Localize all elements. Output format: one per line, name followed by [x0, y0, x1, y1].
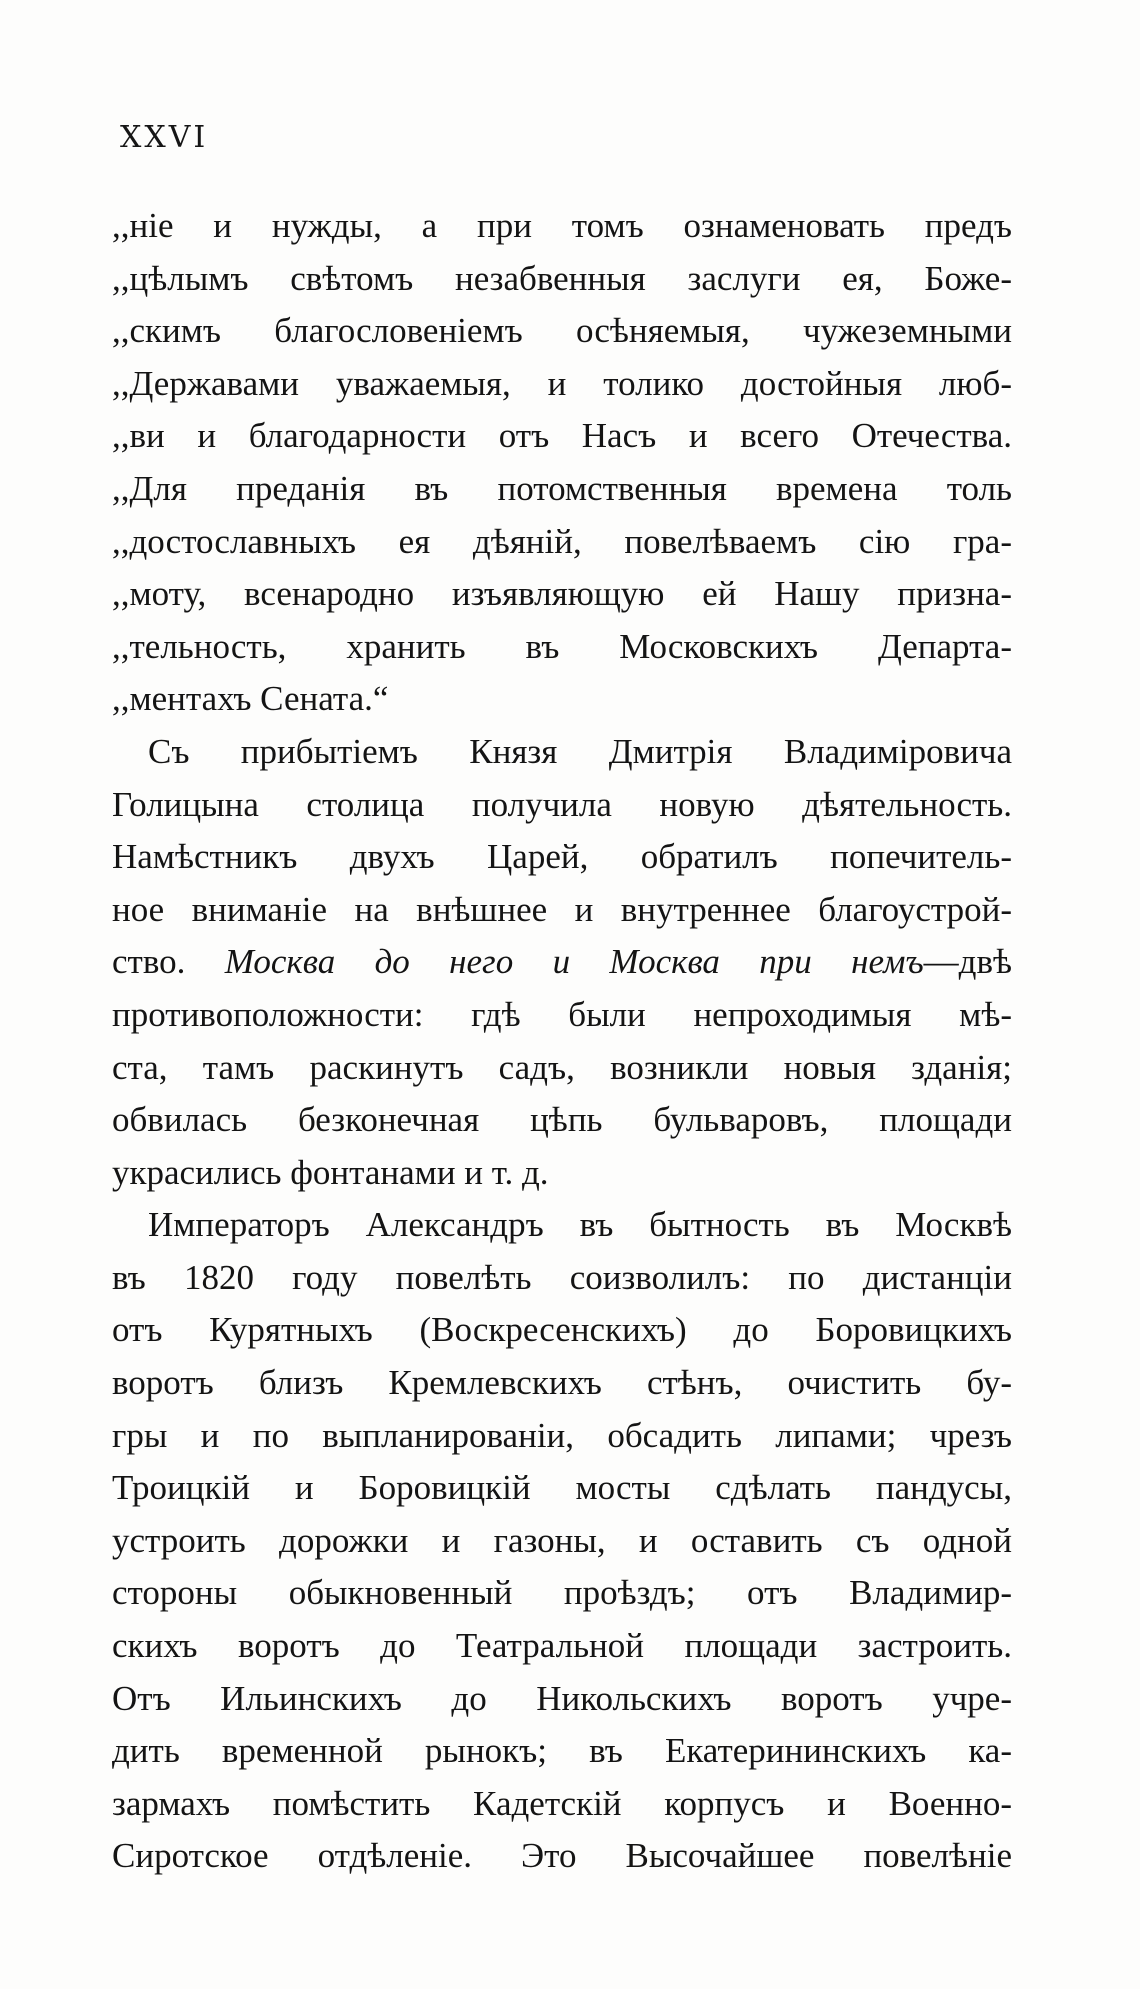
text-line: дить временной рынокъ; въ Екатерининскихъ ка- [112, 1731, 1012, 1771]
text-line: въ 1820 году повелѣть соизволилъ: по дистанціи [112, 1257, 1012, 1297]
text-line: Троицкій и Боровицкій мосты сдѣлать пандусы, [112, 1468, 1012, 1508]
text-line: Намѣстникъ двухъ Царей, обратилъ попечитель- [112, 837, 1012, 877]
page-number: XXVI [120, 120, 209, 155]
paragraph-quotation [112, 200, 1012, 726]
text-line: стороны обыкновенный проѣздъ; отъ Владимир- [112, 1573, 1012, 1613]
text-line: отъ Курятныхъ (Воскресенскихъ) до Боровицкихъ [112, 1310, 1012, 1350]
text-line: ,,моту, всенародно изъявляющую ей Нашу призна- [112, 574, 1012, 614]
text-line: ,,ніе и нужды, а при томъ ознаменовать предъ [112, 206, 1012, 245]
text-line: Голицына столица получила новую дѣятельность. [112, 784, 1012, 824]
text-line: ,,Державами уважаемыя, и толико достойныя люб- [112, 363, 1012, 403]
text-segment: —двѣ [923, 942, 1012, 982]
text-line: скихъ воротъ до Театральной площади застроить. [112, 1626, 1012, 1666]
text-line: Сиротское отдѣленіе. Это Высочайшее повелѣніе [112, 1836, 1012, 1876]
paragraph-emperor [112, 1199, 1012, 1883]
text-line: ,,достославныхъ ея дѣяній, повелѣваемъ сію гра- [112, 521, 1012, 561]
text-line: ста, тамъ раскинутъ садъ, возникли новыя зданія; [112, 1047, 1012, 1087]
text-line: Отъ Ильинскихъ до Никольскихъ воротъ учре- [112, 1678, 1012, 1718]
text-line: Императоръ Александръ въ бытность въ Москвѣ [148, 1205, 1012, 1245]
text-line: ,,ментахъ Сената.“ [112, 679, 389, 719]
text-line: ,,цѣлымъ свѣтомъ незабвенныя заслуги ея, Боже- [112, 258, 1012, 298]
text-line: ,,тельность, хранить въ Московскихъ Департа- [112, 626, 1012, 666]
italic-phrase: Москва до него и Москва при немъ [224, 942, 924, 982]
text-line: ное вниманіе на внѣшнее и внутреннее благоустрой- [112, 889, 1012, 929]
text-line: ,,Для преданія въ потомственныя времена толь [112, 468, 1012, 508]
text-line: ,,скимъ благословеніемъ осѣняемыя, чужеземными [112, 311, 1012, 351]
text-segment: ство. [112, 942, 186, 982]
text-line: ,,ви и благодарности отъ Насъ и всего Отечества. [112, 416, 1012, 456]
text-line: гры и по выпланированіи, обсадить липами; чрезъ [112, 1415, 1012, 1455]
text-line: противоположности: гдѣ были непроходимыя мѣ- [112, 994, 1012, 1034]
text-line-italic [112, 936, 1012, 989]
text-line: Съ прибытіемъ Князя Дмитрія Владиміровича [148, 731, 1012, 771]
text-line: украсились фонтанами и т. д. [112, 1152, 549, 1192]
text-line: обвилась безконечная цѣпь бульваровъ, площади [112, 1100, 1012, 1140]
text-line: зармахъ помѣстить Кадетскій корпусъ и Военно- [112, 1783, 1012, 1823]
text-line: воротъ близъ Кремлевскихъ стѣнъ, очистить бу- [112, 1363, 1012, 1403]
text-line: устроить дорожки и газоны, и оставить съ одной [112, 1520, 1012, 1560]
page-text [112, 200, 1012, 1883]
paragraph-golitsyn [112, 726, 1012, 1199]
